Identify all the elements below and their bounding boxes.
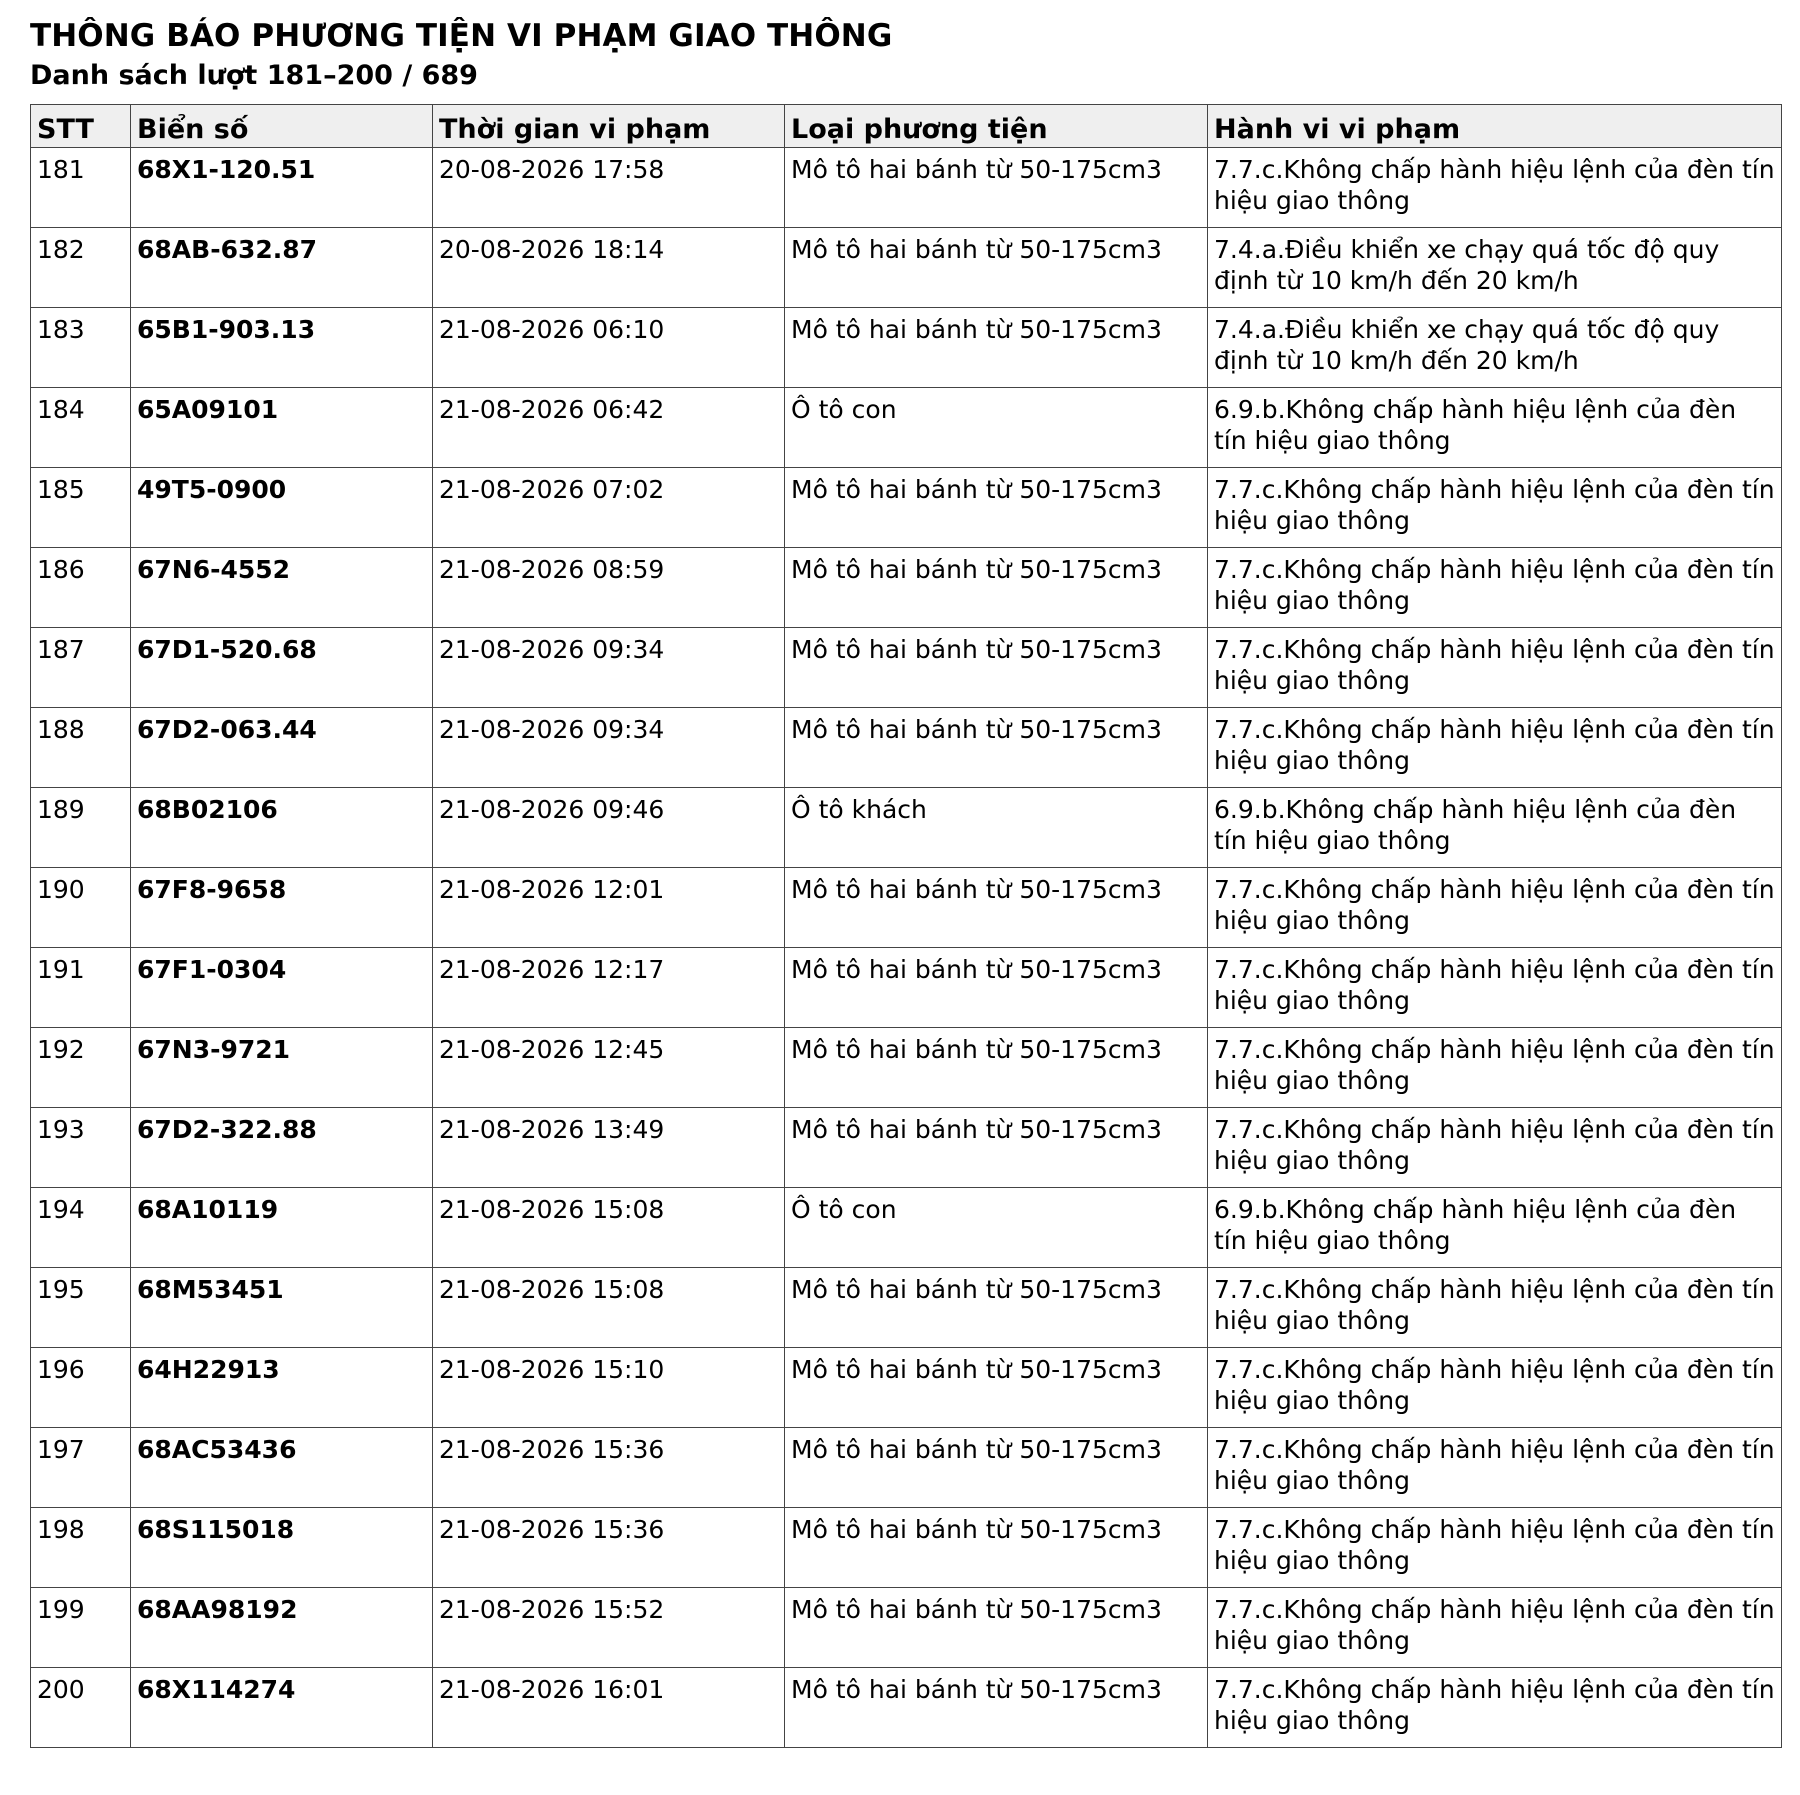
cell-plate: 67N6-4552 — [131, 548, 433, 628]
cell-violation: 7.7.c.Không chấp hành hiệu lệnh của đèn tín hiệu giao thông — [1208, 1588, 1782, 1668]
cell-plate: 68X1-120.51 — [131, 148, 433, 228]
table-row — [31, 1268, 1782, 1348]
cell-plate: 67N3-9721 — [131, 1028, 433, 1108]
cell-stt: 194 — [31, 1188, 131, 1268]
table-row — [31, 708, 1782, 788]
header-row — [31, 105, 1782, 148]
cell-violation: 6.9.b.Không chấp hành hiệu lệnh của đèn tín hiệu giao thông — [1208, 788, 1782, 868]
cell-violation: 7.7.c.Không chấp hành hiệu lệnh của đèn tín hiệu giao thông — [1208, 1428, 1782, 1508]
cell-vehicle-type: Mô tô hai bánh từ 50-175cm3 — [785, 1268, 1208, 1348]
cell-plate: 67D2-063.44 — [131, 708, 433, 788]
cell-vehicle-type: Mô tô hai bánh từ 50-175cm3 — [785, 708, 1208, 788]
cell-time: 21-08-2026 16:01 — [433, 1668, 785, 1748]
cell-stt: 182 — [31, 228, 131, 308]
cell-violation: 7.7.c.Không chấp hành hiệu lệnh của đèn tín hiệu giao thông — [1208, 1508, 1782, 1588]
cell-time: 20-08-2026 17:58 — [433, 148, 785, 228]
cell-violation: 6.9.b.Không chấp hành hiệu lệnh của đèn tín hiệu giao thông — [1208, 388, 1782, 468]
cell-vehicle-type: Mô tô hai bánh từ 50-175cm3 — [785, 1428, 1208, 1508]
cell-time: 21-08-2026 12:17 — [433, 948, 785, 1028]
cell-violation: 7.7.c.Không chấp hành hiệu lệnh của đèn tín hiệu giao thông — [1208, 1668, 1782, 1748]
cell-plate: 68AA98192 — [131, 1588, 433, 1668]
table-row — [31, 1348, 1782, 1428]
cell-time: 20-08-2026 18:14 — [433, 228, 785, 308]
cell-vehicle-type: Mô tô hai bánh từ 50-175cm3 — [785, 548, 1208, 628]
table-row — [31, 548, 1782, 628]
header-stt: STT — [31, 105, 131, 148]
cell-plate: 68B02106 — [131, 788, 433, 868]
cell-time: 21-08-2026 07:02 — [433, 468, 785, 548]
table-row — [31, 628, 1782, 708]
cell-stt: 198 — [31, 1508, 131, 1588]
cell-stt: 188 — [31, 708, 131, 788]
cell-vehicle-type: Ô tô con — [785, 1188, 1208, 1268]
cell-vehicle-type: Mô tô hai bánh từ 50-175cm3 — [785, 1028, 1208, 1108]
cell-violation: 7.7.c.Không chấp hành hiệu lệnh của đèn tín hiệu giao thông — [1208, 1108, 1782, 1188]
document-subtitle: Danh sách lượt 181–200 / 689 — [30, 60, 478, 91]
table-row — [31, 388, 1782, 468]
cell-vehicle-type: Mô tô hai bánh từ 50-175cm3 — [785, 948, 1208, 1028]
cell-violation: 7.7.c.Không chấp hành hiệu lệnh của đèn tín hiệu giao thông — [1208, 868, 1782, 948]
cell-vehicle-type: Ô tô khách — [785, 788, 1208, 868]
cell-violation: 7.7.c.Không chấp hành hiệu lệnh của đèn tín hiệu giao thông — [1208, 548, 1782, 628]
cell-violation: 7.7.c.Không chấp hành hiệu lệnh của đèn tín hiệu giao thông — [1208, 468, 1782, 548]
table-row — [31, 1668, 1782, 1748]
cell-time: 21-08-2026 15:52 — [433, 1588, 785, 1668]
table-row — [31, 1188, 1782, 1268]
cell-stt: 199 — [31, 1588, 131, 1668]
header-plate: Biển số — [131, 105, 433, 148]
cell-vehicle-type: Mô tô hai bánh từ 50-175cm3 — [785, 1588, 1208, 1668]
cell-violation: 7.7.c.Không chấp hành hiệu lệnh của đèn tín hiệu giao thông — [1208, 1268, 1782, 1348]
cell-vehicle-type: Mô tô hai bánh từ 50-175cm3 — [785, 868, 1208, 948]
cell-vehicle-type: Mô tô hai bánh từ 50-175cm3 — [785, 148, 1208, 228]
table-row — [31, 788, 1782, 868]
table-row — [31, 1428, 1782, 1508]
cell-time: 21-08-2026 12:01 — [433, 868, 785, 948]
cell-plate: 68S115018 — [131, 1508, 433, 1588]
cell-stt: 183 — [31, 308, 131, 388]
table-row — [31, 868, 1782, 948]
cell-time: 21-08-2026 09:34 — [433, 708, 785, 788]
cell-time: 21-08-2026 12:45 — [433, 1028, 785, 1108]
cell-stt: 189 — [31, 788, 131, 868]
cell-time: 21-08-2026 09:34 — [433, 628, 785, 708]
table-row — [31, 1028, 1782, 1108]
cell-time: 21-08-2026 15:10 — [433, 1348, 785, 1428]
cell-time: 21-08-2026 09:46 — [433, 788, 785, 868]
header-violation: Hành vi vi phạm — [1208, 105, 1782, 148]
cell-stt: 187 — [31, 628, 131, 708]
cell-time: 21-08-2026 06:10 — [433, 308, 785, 388]
cell-stt: 196 — [31, 1348, 131, 1428]
header-vehicle-type: Loại phương tiện — [785, 105, 1208, 148]
cell-stt: 200 — [31, 1668, 131, 1748]
cell-plate: 68M53451 — [131, 1268, 433, 1348]
document-title: THÔNG BÁO PHƯƠNG TIỆN VI PHẠM GIAO THÔNG — [30, 18, 893, 54]
cell-time: 21-08-2026 15:08 — [433, 1188, 785, 1268]
cell-plate: 65A09101 — [131, 388, 433, 468]
cell-vehicle-type: Mô tô hai bánh từ 50-175cm3 — [785, 468, 1208, 548]
cell-stt: 186 — [31, 548, 131, 628]
table-header — [31, 105, 1782, 148]
table-row — [31, 948, 1782, 1028]
cell-time: 21-08-2026 06:42 — [433, 388, 785, 468]
cell-violation: 7.7.c.Không chấp hành hiệu lệnh của đèn tín hiệu giao thông — [1208, 628, 1782, 708]
table-row — [31, 308, 1782, 388]
cell-violation: 7.7.c.Không chấp hành hiệu lệnh của đèn tín hiệu giao thông — [1208, 1028, 1782, 1108]
cell-time: 21-08-2026 15:36 — [433, 1428, 785, 1508]
cell-time: 21-08-2026 08:59 — [433, 548, 785, 628]
cell-vehicle-type: Mô tô hai bánh từ 50-175cm3 — [785, 628, 1208, 708]
cell-stt: 195 — [31, 1268, 131, 1348]
violations-table — [30, 104, 1782, 1748]
cell-violation: 7.7.c.Không chấp hành hiệu lệnh của đèn tín hiệu giao thông — [1208, 148, 1782, 228]
cell-plate: 67F8-9658 — [131, 868, 433, 948]
cell-stt: 184 — [31, 388, 131, 468]
table-row — [31, 148, 1782, 228]
cell-plate: 64H22913 — [131, 1348, 433, 1428]
table-row — [31, 1108, 1782, 1188]
cell-stt: 192 — [31, 1028, 131, 1108]
table-row — [31, 1508, 1782, 1588]
table-row — [31, 1588, 1782, 1668]
cell-plate: 67F1-0304 — [131, 948, 433, 1028]
cell-plate: 67D2-322.88 — [131, 1108, 433, 1188]
cell-stt: 181 — [31, 148, 131, 228]
cell-violation: 7.7.c.Không chấp hành hiệu lệnh của đèn tín hiệu giao thông — [1208, 948, 1782, 1028]
cell-violation: 7.4.a.Điều khiển xe chạy quá tốc độ quy định từ 10 km/h đến 20 km/h — [1208, 228, 1782, 308]
cell-time: 21-08-2026 13:49 — [433, 1108, 785, 1188]
cell-violation: 7.7.c.Không chấp hành hiệu lệnh của đèn tín hiệu giao thông — [1208, 1348, 1782, 1428]
cell-plate: 68AB-632.87 — [131, 228, 433, 308]
cell-violation: 7.4.a.Điều khiển xe chạy quá tốc độ quy định từ 10 km/h đến 20 km/h — [1208, 308, 1782, 388]
cell-stt: 190 — [31, 868, 131, 948]
table-row — [31, 468, 1782, 548]
cell-time: 21-08-2026 15:08 — [433, 1268, 785, 1348]
cell-plate: 68X114274 — [131, 1668, 433, 1748]
cell-violation: 7.7.c.Không chấp hành hiệu lệnh của đèn tín hiệu giao thông — [1208, 708, 1782, 788]
cell-stt: 197 — [31, 1428, 131, 1508]
cell-plate: 68A10119 — [131, 1188, 433, 1268]
cell-vehicle-type: Mô tô hai bánh từ 50-175cm3 — [785, 308, 1208, 388]
table-body — [31, 148, 1782, 1748]
cell-plate: 67D1-520.68 — [131, 628, 433, 708]
cell-violation: 6.9.b.Không chấp hành hiệu lệnh của đèn tín hiệu giao thông — [1208, 1188, 1782, 1268]
cell-stt: 191 — [31, 948, 131, 1028]
cell-vehicle-type: Ô tô con — [785, 388, 1208, 468]
cell-vehicle-type: Mô tô hai bánh từ 50-175cm3 — [785, 228, 1208, 308]
cell-vehicle-type: Mô tô hai bánh từ 50-175cm3 — [785, 1348, 1208, 1428]
cell-time: 21-08-2026 15:36 — [433, 1508, 785, 1588]
cell-plate: 68AC53436 — [131, 1428, 433, 1508]
table-row — [31, 228, 1782, 308]
cell-vehicle-type: Mô tô hai bánh từ 50-175cm3 — [785, 1108, 1208, 1188]
cell-vehicle-type: Mô tô hai bánh từ 50-175cm3 — [785, 1508, 1208, 1588]
cell-plate: 65B1-903.13 — [131, 308, 433, 388]
cell-plate: 49T5-0900 — [131, 468, 433, 548]
cell-vehicle-type: Mô tô hai bánh từ 50-175cm3 — [785, 1668, 1208, 1748]
header-time: Thời gian vi phạm — [433, 105, 785, 148]
cell-stt: 185 — [31, 468, 131, 548]
cell-stt: 193 — [31, 1108, 131, 1188]
